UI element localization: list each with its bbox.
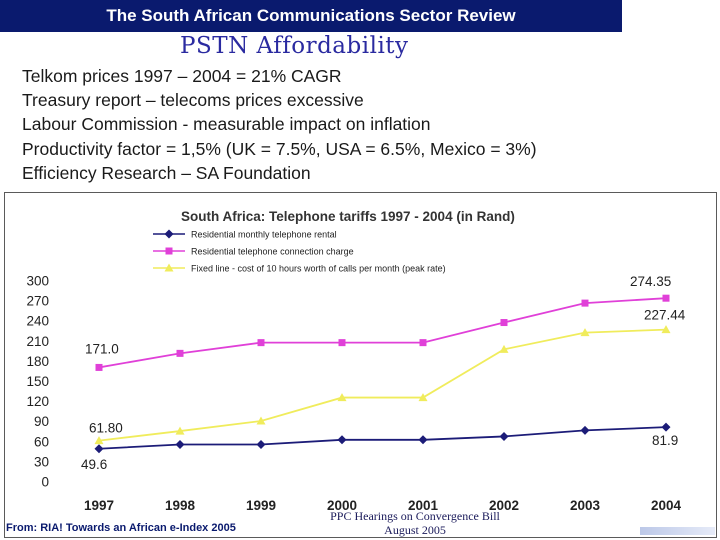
bullet-item: Efficiency Research – SA Foundation	[22, 162, 311, 183]
bullet-item: Telkom prices 1997 – 2004 = 21% CAGR	[22, 66, 342, 86]
x-tick-label: 2001	[407, 498, 439, 513]
data-label: 61.80	[89, 420, 123, 436]
footer-event	[300, 509, 530, 537]
data-point	[339, 339, 346, 346]
data-point	[581, 426, 590, 435]
x-tick-label: 2002	[488, 498, 520, 513]
x-tick-label: 1997	[83, 498, 115, 513]
data-point	[176, 440, 185, 449]
y-tick-label: 150	[26, 374, 49, 389]
footer-source: From: RIA! Towards an African e-Index 2005	[6, 522, 236, 534]
legend-label: Fixed line - cost of 10 hours worth of calls per month (peak rate)	[191, 263, 446, 274]
data-point	[662, 423, 671, 432]
y-tick-label: 240	[26, 313, 49, 329]
data-point	[177, 350, 184, 357]
data-point	[258, 339, 265, 346]
data-point	[663, 295, 670, 302]
bullet-list	[22, 64, 537, 185]
y-tick-label: 210	[26, 333, 49, 349]
legend-marker	[166, 248, 173, 255]
data-point	[501, 319, 508, 326]
chart-frame	[4, 192, 717, 538]
y-tick-label: 300	[26, 273, 49, 289]
x-tick-label: 1999	[245, 498, 277, 513]
data-point	[419, 435, 428, 444]
y-tick-label: 180	[26, 353, 49, 369]
legend-marker	[165, 230, 174, 239]
bullet-item: Productivity factor = 1,5% (UK = 7.5%, USA = 6.5%, Mexico = 3%)	[22, 138, 537, 159]
data-label: 171.0	[85, 341, 119, 357]
y-tick-label: 0	[41, 474, 49, 490]
data-label: 49.6	[81, 456, 108, 472]
footer-event-line: PPC Hearings on Convergence Bill	[330, 509, 500, 523]
legend-label: Residential monthly telephone rental	[191, 229, 337, 240]
data-point	[582, 300, 589, 307]
footer-event-date: August 2005	[384, 523, 446, 537]
x-tick-label: 2004	[650, 498, 682, 513]
x-tick-label: 1998	[164, 498, 196, 513]
y-tick-label: 60	[33, 434, 49, 450]
y-tick-label: 270	[26, 293, 49, 309]
data-label: 274.35	[630, 274, 672, 290]
legend-label: Residential telephone connection charge	[191, 246, 354, 257]
bullet-item: Labour Commission - measurable impact on inflation	[22, 114, 431, 135]
bullet-item: Treasury report – telecoms prices excessive	[22, 90, 364, 111]
data-point	[338, 435, 347, 444]
data-point	[500, 432, 509, 441]
data-point	[96, 364, 103, 371]
chart-title: South Africa: Telephone tariffs 1997 - 2004 (in Rand)	[181, 209, 515, 224]
data-point	[95, 444, 104, 453]
footer-logo-strip	[640, 527, 715, 535]
series-line	[99, 330, 666, 441]
data-point	[420, 339, 427, 346]
slide-title: PSTN Affordability	[180, 33, 409, 59]
header-title: The South African Communications Sector Review	[106, 6, 516, 25]
data-point	[257, 440, 266, 449]
data-label: 81.9	[652, 433, 679, 449]
data-label: 227.44	[644, 307, 686, 323]
y-tick-label: 30	[33, 454, 49, 470]
x-tick-label: 2000	[326, 498, 358, 513]
tariff-line-chart	[5, 193, 716, 537]
y-tick-label: 90	[33, 414, 49, 430]
x-tick-label: 2003	[569, 498, 601, 513]
y-tick-label: 120	[26, 394, 49, 410]
